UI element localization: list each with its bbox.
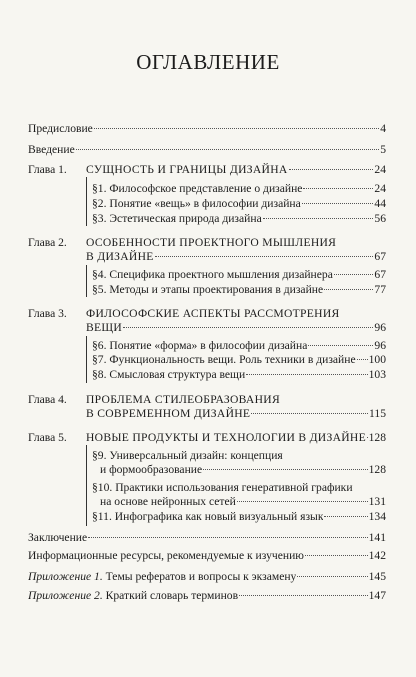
- section-title: §7. Функциональность вещи. Роль техники в дизайне: [92, 353, 356, 366]
- leader-dots: [246, 373, 367, 375]
- appendix-title: Темы рефератов и вопросы к экзамену: [105, 570, 297, 583]
- page-title: ОГЛАВЛЕНИЕ: [136, 50, 280, 74]
- leader-dots: [263, 217, 374, 219]
- chapter-title: СУЩНОСТЬ И ГРАНИЦЫ ДИЗАЙНА: [86, 163, 288, 176]
- leader-dots: [88, 536, 367, 538]
- toc-page-number: 128: [368, 463, 386, 476]
- section-title: §6. Понятие «форма» в философии дизайна: [92, 339, 308, 352]
- leader-dots: [303, 187, 373, 189]
- toc-page-number: 115: [369, 407, 386, 420]
- leader-dots: [302, 202, 374, 204]
- chapter-title: ОСОБЕННОСТИ ПРОЕКТНОГО МЫШЛЕНИЯ: [86, 236, 337, 249]
- toc-entry-label: [28, 570, 296, 584]
- leader-dots: [308, 344, 373, 346]
- toc-entry-introduction[interactable]: [28, 143, 386, 157]
- leader-dots: [237, 500, 368, 502]
- chapter-title-cont: В ДИЗАЙНЕ: [86, 250, 154, 263]
- leader-dots: [94, 127, 379, 129]
- toc-section-5[interactable]: [92, 283, 386, 297]
- section-title: §3. Эстетическая природа дизайна: [92, 212, 262, 225]
- leader-dots: [357, 358, 368, 360]
- leader-dots: [367, 436, 368, 438]
- toc-page-number: 56: [374, 212, 386, 225]
- toc-page-number: 100: [368, 353, 386, 366]
- toc-section-10[interactable]: [100, 495, 386, 509]
- chapter-title-cont: ВЕЩИ: [86, 321, 123, 334]
- leader-dots: [76, 148, 379, 150]
- toc-page-number: 142: [368, 549, 386, 562]
- section-title: §8. Смысловая структура вещи: [92, 368, 246, 381]
- toc-chapter-4[interactable]: [86, 407, 386, 421]
- toc-chapter-5[interactable]: [86, 431, 386, 445]
- toc-entry-label: Предисловие: [28, 122, 93, 135]
- leader-dots: [203, 468, 367, 470]
- section-title-cont: на основе нейронных сетей: [100, 495, 236, 508]
- toc-entry-resources[interactable]: [28, 549, 386, 563]
- toc-chapter-2[interactable]: [86, 250, 386, 264]
- toc-page-number: 96: [374, 321, 386, 334]
- toc-page-number: 44: [374, 197, 386, 210]
- chapter-number: Глава 2.: [28, 236, 67, 249]
- toc-chapter-3[interactable]: [86, 321, 386, 335]
- toc-entry-label: Введение: [28, 143, 75, 156]
- section-title: §11. Инфографика как новый визуальный язык: [92, 510, 324, 523]
- section-title: §10. Практики использования генеративной графики: [92, 481, 353, 494]
- toc-entry-appendix-2[interactable]: [28, 589, 386, 603]
- leader-dots: [155, 255, 374, 257]
- appendix-prefix: Приложение 1.: [28, 570, 103, 583]
- toc-section-4[interactable]: [92, 268, 386, 282]
- leader-dots: [324, 288, 373, 290]
- leader-dots: [289, 168, 374, 170]
- toc-section-11[interactable]: [92, 510, 386, 524]
- toc-page-number: 5: [380, 143, 386, 156]
- leader-dots: [251, 412, 368, 414]
- toc-page-number: 128: [368, 431, 386, 444]
- toc-section-7[interactable]: [92, 353, 386, 367]
- section-title: §9. Универсальный дизайн: концепция: [92, 449, 283, 462]
- toc-entry-appendix-1[interactable]: [28, 570, 386, 584]
- toc-page-number: 134: [368, 510, 386, 523]
- toc-page-number: 145: [368, 570, 386, 583]
- toc-section-6[interactable]: [92, 339, 386, 353]
- appendix-title: Краткий словарь терминов: [105, 589, 239, 602]
- toc-page-number: 147: [368, 589, 386, 602]
- toc-section-2[interactable]: [92, 197, 386, 211]
- toc-page-number: 77: [374, 283, 386, 296]
- toc-section-3[interactable]: [92, 212, 386, 226]
- toc-page-number: 4: [380, 122, 386, 135]
- chapter-title-cont: В СОВРЕМЕННОМ ДИЗАЙНЕ: [86, 407, 251, 420]
- chapter-number: Глава 1.: [28, 163, 67, 176]
- section-bracket: [86, 445, 87, 526]
- toc-page-number: 67: [374, 250, 386, 263]
- chapter-title: ФИЛОСОФСКИЕ АСПЕКТЫ РАССМОТРЕНИЯ: [86, 307, 340, 320]
- chapter-number: Глава 4.: [28, 393, 67, 406]
- toc-page-number: 24: [374, 163, 386, 176]
- appendix-prefix: Приложение 2.: [28, 589, 103, 602]
- leader-dots: [123, 326, 373, 328]
- toc-entry-conclusion[interactable]: [28, 531, 386, 545]
- toc-page-number: 67: [374, 268, 386, 281]
- leader-dots: [305, 554, 368, 556]
- leader-dots: [297, 575, 367, 577]
- toc-page-number: 96: [374, 339, 386, 352]
- toc-entry-label: Заключение: [28, 531, 88, 544]
- section-bracket: [86, 177, 87, 226]
- toc-page-number: 24: [374, 182, 386, 195]
- chapter-title: ПРОБЛЕМА СТИЛЕОБРАЗОВАНИЯ: [86, 393, 280, 406]
- toc-entry-preface[interactable]: [28, 122, 386, 136]
- leader-dots: [324, 515, 367, 517]
- section-title: §1. Философское представление о дизайне: [92, 182, 303, 195]
- toc-chapter-1[interactable]: [86, 163, 386, 177]
- toc-section-1[interactable]: [92, 182, 386, 196]
- toc-entry-label: [28, 589, 238, 603]
- section-title: §4. Специфика проектного мышления дизайнера: [92, 268, 333, 281]
- toc-page-number: 103: [368, 368, 386, 381]
- section-bracket: [86, 265, 87, 297]
- chapter-number: Глава 3.: [28, 307, 67, 320]
- leader-dots: [239, 594, 368, 596]
- toc-page-number: 141: [368, 531, 386, 544]
- section-title-cont: и формообразование: [100, 463, 203, 476]
- chapter-title: НОВЫЕ ПРОДУКТЫ И ТЕХНОЛОГИИ В ДИЗАЙНЕ: [86, 431, 366, 444]
- toc-entry-label: Информационные ресурсы, рекомендуемые к изучению: [28, 549, 304, 562]
- toc-section-8[interactable]: [92, 368, 386, 382]
- toc-page-number: 131: [368, 495, 386, 508]
- toc-section-9[interactable]: [100, 463, 386, 477]
- leader-dots: [334, 273, 374, 275]
- chapter-number: Глава 5.: [28, 431, 67, 444]
- section-bracket: [86, 336, 87, 383]
- section-title: §5. Методы и этапы проектирования в дизайне: [92, 283, 324, 296]
- section-title: §2. Понятие «вещь» в философии дизайна: [92, 197, 301, 210]
